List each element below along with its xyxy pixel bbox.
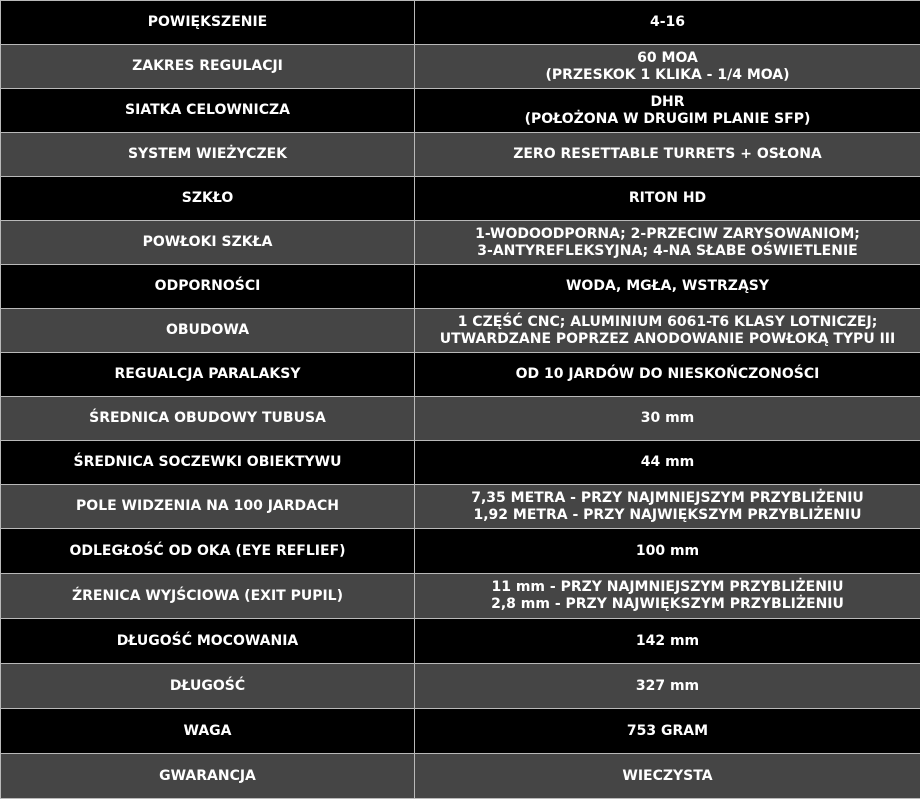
spec-value: [415, 45, 920, 89]
spec-value: [415, 397, 920, 441]
spec-value: [415, 529, 920, 574]
spec-label: ŚREDNICA SOCZEWKI OBIEKTYWU: [1, 441, 415, 485]
specification-table-body: [1, 1, 920, 799]
spec-label: ŹRENICA WYJŚCIOWA (EXIT PUPIL): [1, 574, 415, 619]
spec-value: [415, 353, 920, 397]
spec-label: REGUALCJA PARALAKSY: [1, 353, 415, 397]
spec-value: [415, 133, 920, 177]
spec-value-line: RITON HD: [417, 190, 918, 207]
spec-row-resistance: [1, 265, 920, 309]
spec-value-line: 2,8 mm - PRZY NAJWIĘKSZYM PRZYBLIŻENIU: [417, 596, 918, 613]
spec-value-line: 1,92 METRA - PRZY NAJWIĘKSZYM PRZYBLIŻENIU: [417, 507, 918, 524]
spec-value: [415, 574, 920, 619]
spec-value: [415, 309, 920, 353]
spec-value: [415, 1, 920, 45]
spec-row-glass: [1, 177, 920, 221]
spec-label: GWARANCJA: [1, 754, 415, 799]
spec-value-line: (POŁOŻONA W DRUGIM PLANIE SFP): [417, 111, 918, 128]
spec-value: [415, 221, 920, 265]
spec-label: POWIĘKSZENIE: [1, 1, 415, 45]
spec-value: [415, 664, 920, 709]
spec-value-line: 1-WODOODPORNA; 2-PRZECIW ZARYSOWANIOM;: [417, 226, 918, 243]
spec-value-line: (PRZESKOK 1 KLIKA - 1/4 MOA): [417, 67, 918, 84]
spec-value: [415, 709, 920, 754]
spec-label: ODLEGŁOŚĆ OD OKA (EYE REFLIEF): [1, 529, 415, 574]
spec-row-length: [1, 664, 920, 709]
spec-row-mounting-length: [1, 619, 920, 664]
spec-value-line: 753 GRAM: [417, 723, 918, 740]
spec-label: ŚREDNICA OBUDOWY TUBUSA: [1, 397, 415, 441]
spec-row-exit-pupil: [1, 574, 920, 619]
spec-row-glass-coatings: [1, 221, 920, 265]
spec-value-line: 1 CZĘŚĆ CNC; ALUMINIUM 6061-T6 KLASY LOTNICZEJ;: [417, 314, 918, 331]
spec-value-line: 30 mm: [417, 410, 918, 427]
spec-value-line: 44 mm: [417, 454, 918, 471]
spec-value-line: 11 mm - PRZY NAJMNIEJSZYM PRZYBLIŻENIU: [417, 579, 918, 596]
spec-row-magnification: [1, 1, 920, 45]
spec-label: DŁUGOŚĆ MOCOWANIA: [1, 619, 415, 664]
spec-value-line: 7,35 METRA - PRZY NAJMNIEJSZYM PRZYBLIŻENIU: [417, 490, 918, 507]
spec-value-line: 327 mm: [417, 678, 918, 695]
spec-value: [415, 441, 920, 485]
spec-value: [415, 89, 920, 133]
spec-row-reticle: [1, 89, 920, 133]
spec-value-line: ZERO RESETTABLE TURRETS + OSŁONA: [417, 146, 918, 163]
spec-value-line: UTWARDZANE POPRZEZ ANODOWANIE POWŁOKĄ TYPU III: [417, 331, 918, 348]
spec-value-line: OD 10 JARDÓW DO NIESKOŃCZONOŚCI: [417, 366, 918, 383]
spec-value-line: WODA, MGŁA, WSTRZĄSY: [417, 278, 918, 295]
spec-label: SIATKA CELOWNICZA: [1, 89, 415, 133]
spec-label: POLE WIDZENIA NA 100 JARDACH: [1, 485, 415, 529]
spec-value: [415, 265, 920, 309]
spec-row-turret-system: [1, 133, 920, 177]
spec-label: SZKŁO: [1, 177, 415, 221]
spec-row-weight: [1, 709, 920, 754]
spec-label: ZAKRES REGULACJI: [1, 45, 415, 89]
spec-value-line: 3-ANTYREFLEKSYJNA; 4-NA SŁABE OŚWIETLENIE: [417, 243, 918, 260]
spec-value: [415, 619, 920, 664]
spec-label: OBUDOWA: [1, 309, 415, 353]
spec-label: WAGA: [1, 709, 415, 754]
spec-value-line: DHR: [417, 94, 918, 111]
spec-label: DŁUGOŚĆ: [1, 664, 415, 709]
spec-value: [415, 177, 920, 221]
spec-value-line: 60 MOA: [417, 50, 918, 67]
spec-value: [415, 485, 920, 529]
spec-row-housing: [1, 309, 920, 353]
spec-label: SYSTEM WIEŻYCZEK: [1, 133, 415, 177]
spec-row-tube-diameter: [1, 397, 920, 441]
spec-label: POWŁOKI SZKŁA: [1, 221, 415, 265]
spec-value-line: WIECZYSTA: [417, 768, 918, 785]
spec-row-objective-diameter: [1, 441, 920, 485]
spec-row-adjustment-range: [1, 45, 920, 89]
spec-row-parallax: [1, 353, 920, 397]
spec-row-eye-relief: [1, 529, 920, 574]
spec-value-line: 4-16: [417, 14, 918, 31]
spec-label: ODPORNOŚCI: [1, 265, 415, 309]
spec-value-line: 100 mm: [417, 543, 918, 560]
spec-row-field-of-view: [1, 485, 920, 529]
spec-value-line: 142 mm: [417, 633, 918, 650]
